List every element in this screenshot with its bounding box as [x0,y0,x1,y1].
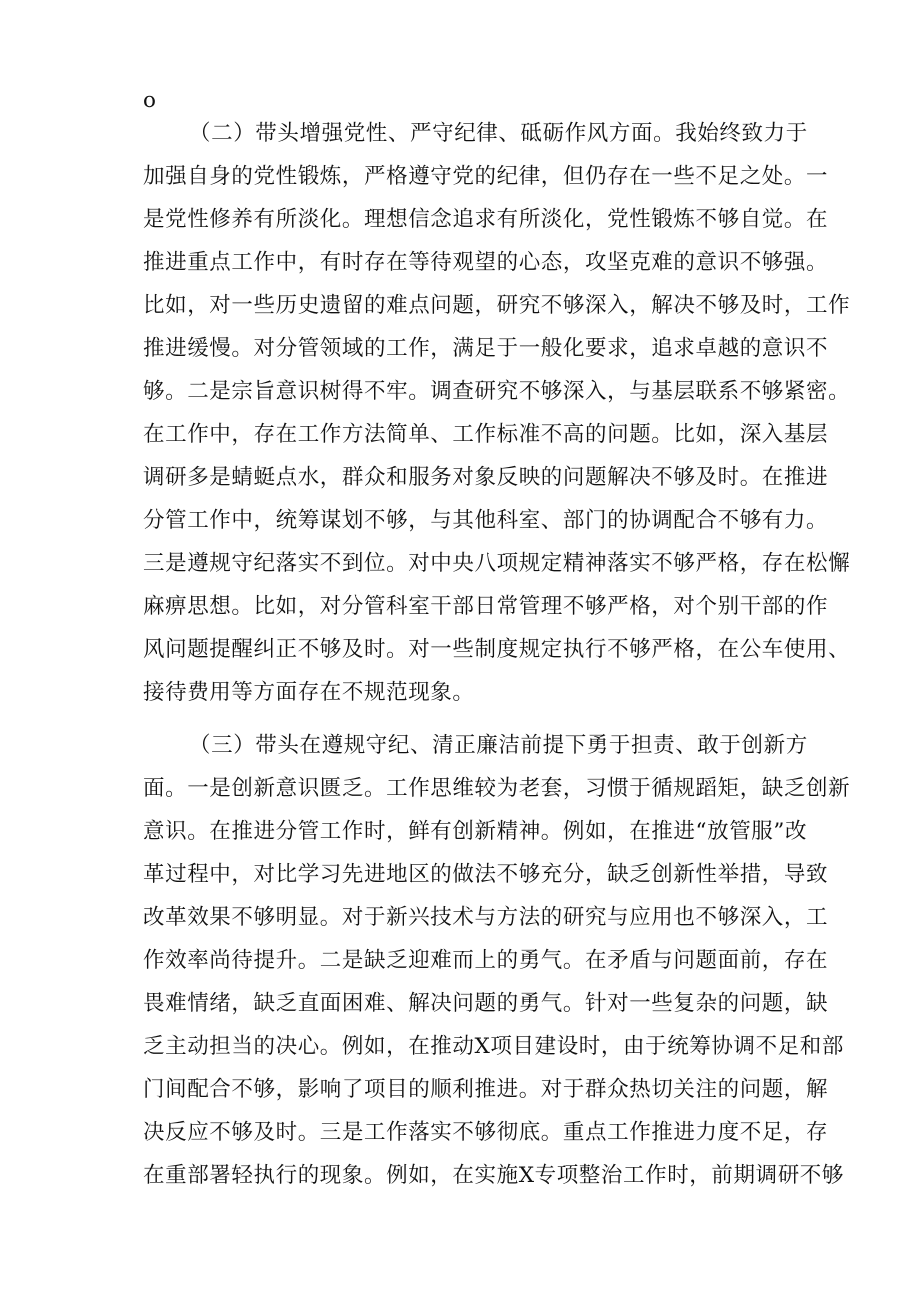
paragraph-3-line-9: 门间配合不够，影响了项目的顺利推进。对于群众热切关注的问题，解 [143,1077,829,1102]
paragraph-2-line-11: 三是遵规守纪落实不到位。对中央八项规定精神落实不够严格，存在松懈 [143,551,851,576]
paragraph-2-line-8: 在工作中，存在工作方法简单、工作标准不高的问题。比如，深入基层 [143,422,829,447]
paragraph-2-line-10: 分管工作中，统筹谋划不够，与其他科室、部门的协调配合不够有力。 [143,508,829,533]
paragraph-3-line-4: 革过程中，对比学习先进地区的做法不够充分，缺乏创新性举措，导致 [143,862,829,887]
paragraph-3-line-7: 畏难情绪，缺乏直面困难、解决问题的勇气。针对一些复杂的问题，缺 [143,991,829,1016]
paragraph-2-line-13: 风问题提醒纠正不够及时。对一些制度规定执行不够严格，在公车使用、 [143,637,851,662]
paragraph-2-line-14: 接待费用等方面存在不规范现象。 [143,680,475,705]
paragraph-2-line-12: 麻痹思想。比如，对分管科室干部日常管理不够严格，对个别干部的作 [143,594,829,619]
paragraph-3-line-6: 作效率尚待提升。二是缺乏迎难而上的勇气。在矛盾与问题面前，存在 [143,948,829,973]
paragraph-2-line-5: 比如，对一些历史遗留的难点问题，研究不够深入，解决不够及时，工作 [143,293,851,318]
paragraph-3-line-2: 面。一是创新意识匮乏。工作思维较为老套，习惯于循规蹈矩，缺乏创新 [143,776,851,801]
paragraph-2-line-1: （二）带头增强党性、严守纪律、砥砺作风方面。我始终致力于 [189,121,808,146]
paragraph-3-line-3: 意识。在推进分管工作时，鲜有创新精神。例如，在推进“放管服”改 [143,819,808,844]
paragraph-3-line-10: 决反应不够及时。三是工作落实不够彻底。重点工作推进力度不足，存 [143,1120,829,1145]
paragraph-2-line-6: 推进缓慢。对分管领域的工作，满足于一般化要求，追求卓越的意识不 [143,336,829,361]
paragraph-2-line-7: 够。二是宗旨意识树得不牢。调查研究不够深入，与基层联系不够紧密。 [143,379,851,404]
paragraph-3-line-1: （三）带头在遵规守纪、清正廉洁前提下勇于担责、敢于创新方 [189,733,808,758]
paragraph-3-line-8: 乏主动担当的决心。例如，在推动X项目建设时，由于统筹协调不足和部 [143,1034,845,1059]
paragraph-2-line-3: 是党性修养有所淡化。理想信念追求有所淡化，党性锻炼不够自觉。在 [143,207,829,232]
stray-character: o [143,88,157,113]
paragraph-3-line-11: 在重部署轻执行的现象。例如，在实施X专项整治工作时，前期调研不够 [143,1163,845,1188]
paragraph-2-line-9: 调研多是蜻蜓点水，群众和服务对象反映的问题解决不够及时。在推进 [143,465,829,490]
paragraph-2-line-4: 推进重点工作中，有时存在等待观望的心态，攻坚克难的意识不够强。 [143,250,829,275]
paragraph-2-line-2: 加强自身的党性锻炼，严格遵守党的纪律，但仍存在一些不足之处。一 [143,164,829,189]
paragraph-3-line-5: 改革效果不够明显。对于新兴技术与方法的研究与应用也不够深入，工 [143,905,829,930]
